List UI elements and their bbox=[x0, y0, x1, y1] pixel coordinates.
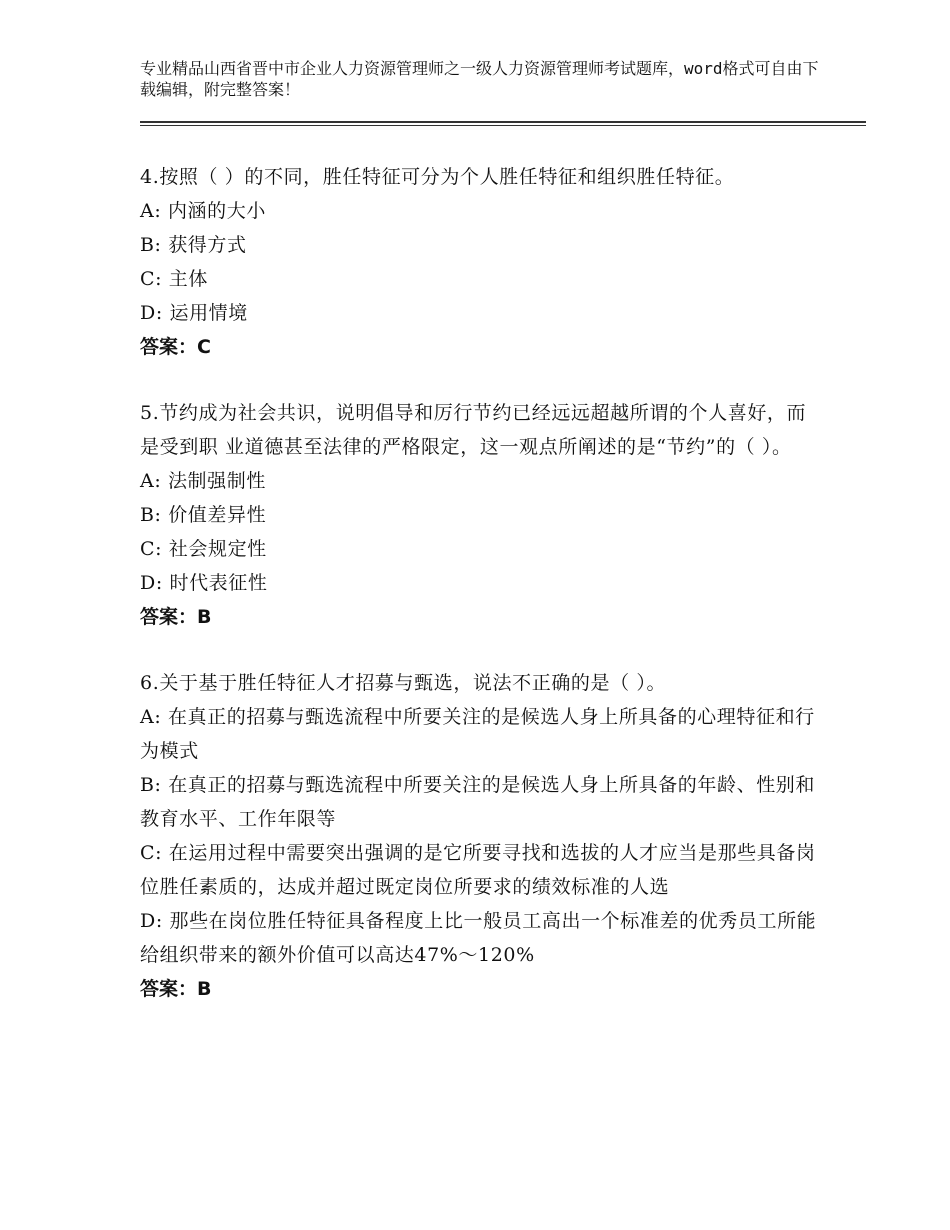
header-rule-thick bbox=[140, 121, 866, 123]
option-b: B: 获得方式 bbox=[140, 234, 247, 256]
header-rule-thin bbox=[140, 125, 866, 126]
option-a: A: 法制强制性 bbox=[140, 470, 266, 492]
option-d: D: 那些在岗位胜任特征具备程度上比一般员工高出一个标准差的优秀员工所能给组织带来的额外价值可以高达47%～120% bbox=[140, 910, 817, 966]
answer: 答案：C bbox=[140, 336, 211, 358]
answer: 答案：B bbox=[140, 606, 212, 628]
option-a: A: 在真正的招募与甄选流程中所要关注的是候选人身上所具备的心理特征和行为模式 bbox=[140, 706, 815, 762]
answer: 答案：B bbox=[140, 978, 212, 1000]
question-stem: 4.按照（ ）的不同，胜任特征可分为个人胜任特征和组织胜任特征。 bbox=[140, 166, 735, 188]
option-c: C: 在运用过程中需要突出强调的是它所要寻找和选拔的人才应当是那些具备岗位胜任素质的，达成并超过既定岗位所要求的绩效标准的人选 bbox=[140, 842, 816, 898]
question-4 bbox=[140, 160, 820, 364]
question-spacer bbox=[140, 364, 820, 396]
question-spacer bbox=[140, 634, 820, 666]
question-6 bbox=[140, 666, 820, 1006]
option-a: A: 内涵的大小 bbox=[140, 200, 266, 222]
option-c: C: 社会规定性 bbox=[140, 538, 267, 560]
option-b: B: 价值差异性 bbox=[140, 504, 267, 526]
question-stem: 6.关于基于胜任特征人才招募与甄选，说法不正确的是（ ）。 bbox=[140, 672, 667, 694]
question-5 bbox=[140, 396, 820, 634]
question-list bbox=[140, 160, 820, 1006]
option-d: D: 运用情境 bbox=[140, 302, 248, 324]
question-stem: 5.节约成为社会共识，说明倡导和厉行节约已经远远超越所谓的个人喜好，而是受到职 业道德甚至法律的严格限定，这一观点所阐述的是“节约”的（ ）。 bbox=[140, 402, 807, 458]
document-header: 专业精品山西省晋中市企业人力资源管理师之一级人力资源管理师考试题库，word格式可自由下载编辑，附完整答案！ bbox=[140, 59, 819, 99]
option-d: D: 时代表征性 bbox=[140, 572, 268, 594]
option-b: B: 在真正的招募与甄选流程中所要关注的是候选人身上所具备的年龄、性别和教育水平、工作年限等 bbox=[140, 774, 816, 830]
option-c: C: 主体 bbox=[140, 268, 208, 290]
